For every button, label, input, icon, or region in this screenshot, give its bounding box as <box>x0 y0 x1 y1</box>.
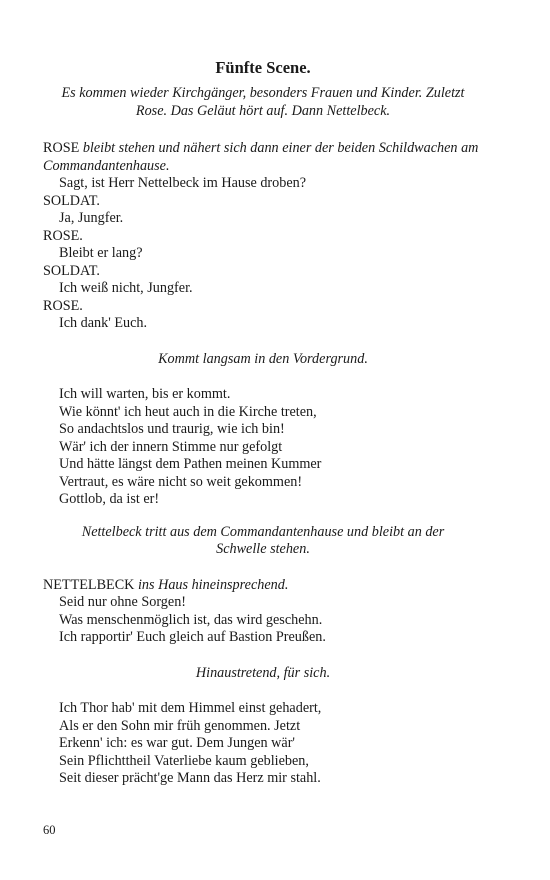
dialogue-line: Sagt, ist Herr Nettelbeck im Hause droben? <box>59 175 307 191</box>
speaker-name: SOLDAT. <box>43 192 100 209</box>
nettelbeck-intro <box>43 577 483 595</box>
verse-line: Wie könnt' ich heut auch in die Kirche treten, <box>59 403 317 420</box>
verse-line: Ich will warten, bis er kommt. <box>59 386 231 402</box>
dialogue-line: Ich dank' Euch. <box>59 315 148 331</box>
stage-direction-nettelbeck-enters: Nettelbeck tritt aus dem Commandantenhause und bleibt an der Schwelle stehen. <box>81 523 445 557</box>
speaker-name: ROSE. <box>43 297 83 314</box>
verse-block-nettelbeck-2 <box>43 700 483 788</box>
rose-intro <box>43 140 483 175</box>
dialogue-block <box>43 175 483 333</box>
page-number: 60 <box>43 823 56 837</box>
speaker-nettelbeck: NETTELBECK <box>43 576 135 593</box>
verse-block-nettelbeck-1 <box>43 594 483 647</box>
rose-stage-direction: bleibt stehen und nähert sich dann einer der beiden Schildwachen am Commandantenhause. <box>43 140 479 174</box>
stage-direction-approach: Kommt langsam in den Vordergrund. <box>158 350 368 367</box>
verse-line: Ich Thor hab' mit dem Himmel einst gehadert, <box>59 700 322 716</box>
verse-line: Ich rapportir' Euch gleich auf Bastion Preußen. <box>59 629 326 645</box>
verse-line: Und hätte längst dem Pathen meinen Kummer <box>59 456 322 472</box>
speaker-name: SOLDAT. <box>43 262 100 279</box>
dialogue-line: Ja, Jungfer. <box>59 210 124 226</box>
verse-line: Sein Pflichttheil Vaterliebe kaum geblieben, <box>59 752 309 769</box>
verse-line: Gottlob, da ist er! <box>59 491 160 507</box>
speaker-name: ROSE. <box>43 227 83 244</box>
verse-line: Seit dieser prächt'ge Mann das Herz mir stahl. <box>59 770 321 786</box>
dialogue-line: Bleibt er lang? <box>59 245 143 261</box>
nettelbeck-stage-direction: ins Haus hineinsprechend. <box>137 576 289 593</box>
page-body <box>43 58 483 788</box>
opening-stage-direction: Es kommen wieder Kirchgänger, besonders Frauen und Kinder. Zuletzt Rose. Das Geläut hört auf. Dann Nettelbeck. <box>61 85 465 119</box>
stage-direction-aside: Hinaustretend, für sich. <box>195 664 331 681</box>
scene-title: Fünfte Scene. <box>215 58 311 77</box>
verse-line: Seid nur ohne Sorgen! <box>59 594 187 610</box>
verse-line: Wär' ich der innern Stimme nur gefolgt <box>59 438 283 455</box>
verse-line: So andachtslos und traurig, wie ich bin! <box>59 421 285 437</box>
verse-line: Als er den Sohn mir früh genommen. Jetzt <box>59 717 301 734</box>
verse-line: Was menschenmöglich ist, das wird geschehn. <box>59 611 323 628</box>
speaker-rose: ROSE <box>43 140 80 156</box>
dialogue-line: Ich weiß nicht, Jungfer. <box>59 280 193 296</box>
verse-block-rose <box>43 386 483 509</box>
verse-line: Vertraut, es wäre nicht so weit gekommen! <box>59 473 303 490</box>
verse-line: Erkenn' ich: es war gut. Dem Jungen wär' <box>59 735 295 751</box>
